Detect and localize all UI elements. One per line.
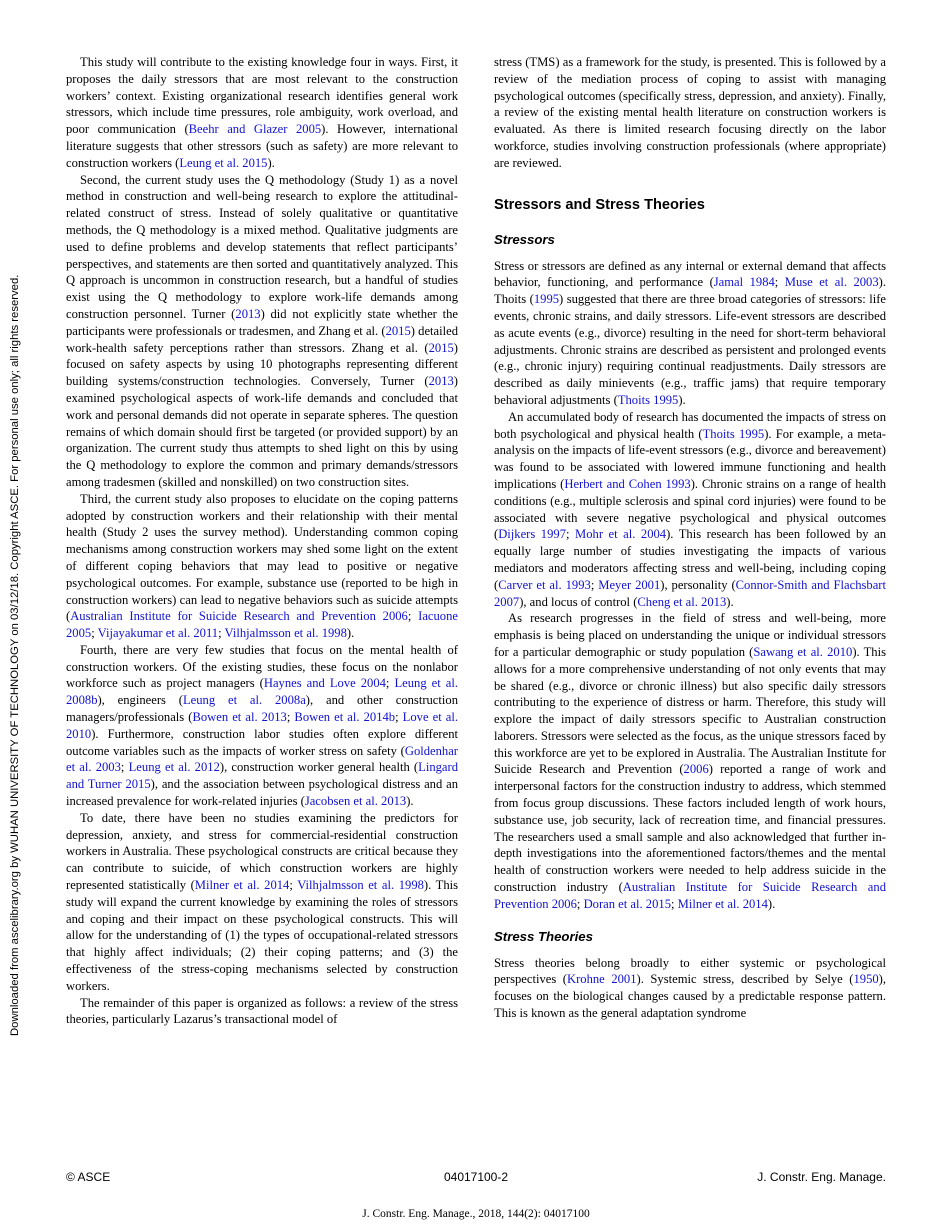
citation-link[interactable]: Leung et al. 2008b bbox=[66, 676, 458, 708]
body-paragraph: To date, there have been no studies examining the predictors for depression, anxiety, and stress for commercial-residential construction workers in Australia. These psychological constructs are critical because they can contribute to suicide, of which construction workers are highly represented statistically (Milner et al. 2014; Vilhjalmsson et al. 1998). This study will expand the current knowledge by examining the roles of stressors and coping and their impact on these psychological constructs. This will allow for the understanding of (1) the types of occupational-related stressors that highly affect individuals; (2) their coping patterns; and (3) the effectiveness of the stress-coping mechanisms selected by construction workers. bbox=[66, 810, 459, 993]
citation-link[interactable]: Leung et al. 2008a bbox=[182, 693, 306, 708]
body-paragraph: The remainder of this paper is organized as follows: a review of the stress theories, particularly Lazarus’s transactional model of bbox=[66, 995, 458, 1027]
citation-link[interactable]: Dijkers 1997 bbox=[498, 527, 566, 542]
citation-link[interactable]: 1950 bbox=[853, 972, 879, 987]
citation-link[interactable]: 2006 bbox=[683, 762, 709, 777]
citation-line: J. Constr. Eng. Manage., 2018, 144(2): 04017100 bbox=[362, 1208, 590, 1220]
body-paragraph: Third, the current study also proposes to elucidate on the coping patterns adopted by construction workers and their relationship with their mental health (Study 2 uses the survey method). Understanding common coping mechanisms among construction workers may shed some light on the extent of different coping behaviors that may lead to positive or negative psychological outcomes. For example, substance use (reported to be high in construction workers) can lead to negative behaviors such as suicide attempts (Australian Institute for Suicide Research and Prevention 2006; Iacuone 2005; Vijayakumar et al. 2011; Vilhjalmsson et al. 1998). bbox=[66, 491, 458, 641]
citation-link[interactable]: Australian Institute for Suicide Research and Prevention 2006 bbox=[494, 880, 886, 911]
body-paragraph: Second, the current study uses the Q methodology (Study 1) as a novel method in construction and well-being research to explore the attitudinal-related construct of stress. Instead of solely qualitative or quantitative methods, the Q methodology is a mixed method. Qualitative judgments are used to define problems and develop statements that reflect participants’ perspectives, and statements are then sorted and quantitatively analyzed. This Q approach is uncommon in construction research, but a handful of studies exist using the Q methodology to explore work-life demands among construction personnel. Turner (2013) did not explicitly state whether the participants were professionals or tradesmen, and Zhang et al. (2015) detailed work-health safety perceptions rather than stressors. Zhang et al. (2015) focused on safety aspects by using 10 photographs representing different building systems/construction technologies. Conversely, Turner (2013) examined psychological aspects of work-life demands and concluded that work and personal demands did not operate in separate spheres. The question remains of which domain should first be targeted (or provided support) by an organization. The current study thus attempts to shed light on this by using the Q methodology to explore the common and primary demands/stressors among tradesmen (skilled and nonskilled) on two construction sites. bbox=[66, 172, 459, 489]
citation-link[interactable]: Muse et al. 2003 bbox=[784, 275, 879, 290]
citation-link[interactable]: Lingard and Turner 2015 bbox=[66, 760, 458, 792]
citation-link[interactable]: Sawang et al. 2010 bbox=[753, 644, 853, 659]
download-watermark: Downloaded from ascelibrary.org by WUHAN UNIVERSITY OF TECHNOLOGY on 03/12/18. Copyright ASCE. For personal use only; all rights reserved. bbox=[9, 274, 21, 1036]
citation-link[interactable]: Love et al. 2010 bbox=[66, 710, 458, 741]
citation-link[interactable]: Connor-Smith and Flachsbart 2007 bbox=[494, 577, 886, 609]
citation-link[interactable]: 2015 bbox=[385, 323, 411, 338]
citation-link[interactable]: Jamal 1984 bbox=[713, 275, 775, 290]
citation-link[interactable]: Iacuone 2005 bbox=[66, 609, 458, 641]
citation-link[interactable]: Meyer 2001 bbox=[598, 577, 661, 592]
citation-link[interactable]: Vilhjalmsson et al. 1998 bbox=[297, 878, 424, 893]
article-body bbox=[66, 54, 886, 1028]
citation-link[interactable]: Milner et al. 2014 bbox=[677, 896, 768, 911]
left-column bbox=[66, 54, 458, 1028]
citation-link[interactable]: Bowen et al. 2014b bbox=[294, 710, 396, 725]
body-paragraph: Fourth, there are very few studies that focus on the mental health of construction workers. Of the existing studies, these focus on the nonlabor workforce such as project managers (Haynes and Love 2004; Leung et al. 2008b), engineers (Leung et al. 2008a), and other construction managers/professionals (Bowen et al. 2013; Bowen et al. 2014b; Love et al. 2010). Furthermore, construction labor studies often explore different outcome variables such as the impacts of worker stress on safety (Goldenhar et al. 2003; Leung et al. 2012), construction worker general health (Lingard and Turner 2015), and the association between psychological distress and an increased prevalence for work-related injuries (Jacobsen et al. 2013). bbox=[66, 642, 458, 809]
body-paragraph: stress (TMS) as a framework for the study, is presented. This is followed by a review of the mediation process of coping to assist with managing psychological outcomes (specifically stress, depression, and anxiety). Finally, a review of the existing mental health literature on construction workers is evaluated. As there is limited research focusing directly on the labor workforce, studies involving construction professionals (where appropriate) are reviewed. bbox=[494, 55, 886, 170]
page-footer bbox=[66, 1170, 886, 1184]
citation-link[interactable]: Beehr and Glazer 2005 bbox=[188, 122, 322, 137]
citation-link[interactable]: Doran et al. 2015 bbox=[583, 896, 671, 911]
citation-link[interactable]: Milner et al. 2014 bbox=[194, 878, 290, 893]
footer-copyright: © ASCE bbox=[66, 1170, 111, 1184]
citation-link[interactable]: Herbert and Cohen 1993 bbox=[564, 476, 691, 491]
citation-link[interactable]: Jacobsen et al. 2013 bbox=[304, 794, 407, 809]
body-paragraph: Stress theories belong broadly to either systemic or psychological perspectives (Krohne 2001). Systemic stress, described by Selye (1950), focuses on the biological changes caused by a predictable response pattern. This is known as the general adaptation syndrome bbox=[494, 955, 887, 1021]
citation-link[interactable]: Vilhjalmsson et al. 1998 bbox=[224, 626, 347, 641]
subsection-heading: Stress Theories bbox=[494, 928, 593, 944]
body-paragraph: This study will contribute to the existing knowledge four in ways. First, it proposes the daily stressors that are most relevant to the construction workers’ context. Existing organizational research identifies general work stressors, which include time pressures, role ambiguity, work overload, and poor communication (Beehr and Glazer 2005). However, international literature suggests that other stressors (such as safety) are more relevant to construction workers (Leung et al. 2015). bbox=[66, 55, 458, 170]
subsection-heading: Stressors bbox=[494, 231, 555, 247]
body-paragraph: Stress or stressors are defined as any internal or external demand that affects behavior, functioning, and performance (Jamal 1984; Muse et al. 2003). Thoits (1995) suggested that there are three broad categories of stressors: life events, chronic strains, and daily stressors. Life-event stressors are described as acute events (e.g., divorce) resulting in the need for short-term behavioral adjustments. Chronic strains are described as persistent and prolonged events (e.g., chronic injury) requiring continual readjustments. Daily stressors are described as daily minievents (e.g., traffic jams) that require temporary behavioral adjustments (Thoits 1995). bbox=[494, 258, 886, 407]
body-paragraph: An accumulated body of research has documented the impacts of stress on both psychological and physical health (Thoits 1995). For example, a meta-analysis on the impacts of life-event stressors (e.g., divorce and bereavement) was found to be associated with lowered immune functioning and health implications (Herbert and Cohen 1993). Chronic strains on a range of health conditions (e.g., multiple sclerosis and spinal cord injuries) were found to be associated with severe negative psychological and physical outcomes (Dijkers 1997; Mohr et al. 2004). This research has been followed by an equally large number of studies investigating the impacts of various mediators and moderators affecting stress and well-being, including coping (Carver et al. 1993; Meyer 2001), personality (Connor-Smith and Flachsbart 2007), and locus of control (Cheng et al. 2013). bbox=[494, 409, 887, 609]
right-column bbox=[494, 54, 886, 1028]
citation-link[interactable]: Bowen et al. 2013 bbox=[192, 710, 287, 725]
citation-link[interactable]: Goldenhar et al. 2003 bbox=[66, 743, 458, 775]
section-heading: Stressors and Stress Theories bbox=[494, 196, 705, 213]
citation-link[interactable]: 2015 bbox=[428, 340, 454, 355]
citation-link[interactable]: Cheng et al. 2013 bbox=[637, 594, 727, 609]
citation-link[interactable]: Leung et al. 2012 bbox=[128, 760, 220, 775]
citation-link[interactable]: Leung et al. 2015 bbox=[179, 155, 268, 170]
citation-link[interactable]: Carver et al. 1993 bbox=[498, 577, 591, 592]
citation-link[interactable]: Australian Institute for Suicide Research and Prevention 2006 bbox=[70, 609, 408, 624]
citation-link[interactable]: 2013 bbox=[428, 374, 454, 389]
footer-page-number: 04017100-2 bbox=[443, 1170, 509, 1184]
footer-journal: J. Constr. Eng. Manage. bbox=[757, 1170, 886, 1184]
citation-link[interactable]: Mohr et al. 2004 bbox=[575, 527, 667, 542]
body-paragraph: As research progresses in the field of stress and well-being, more emphasis is being placed on understanding the unique or individual stressors for a particular demographic or study population (Sawang et al. 2010). This allows for a more comprehensive understanding of not only events that may be shared (e.g., divorce or chronic illness) but also specific daily stressors contributing to the experience of distress or harm. Therefore, this study will explore the impact of daily stressors specific to Australian construction laborers. Stressors were selected as the focus, as the unique stressors faced by this workforce are yet to be explored in Australia. The Australian Institute for Suicide Research and Prevention (2006) reported a range of work and interpersonal factors for the construction industry to address, which stemmed from focus group discussions. These factors included length of work hours, substance use, job security, lack of recreation time, and financial pressures. The researchers used a small sample and also acknowledged that further in-depth investigations into the aforementioned factors/themes and the mental health of construction workers were needed to help address suicide in the construction industry (Australian Institute for Suicide Research and Prevention 2006; Doran et al. 2015; Milner et al. 2014). bbox=[494, 611, 887, 911]
citation-link[interactable]: Haynes and Love 2004 bbox=[263, 676, 386, 691]
citation-link[interactable]: Thoits 1995 bbox=[617, 392, 679, 407]
citation-link[interactable]: 2013 bbox=[235, 306, 261, 321]
citation-link[interactable]: Krohne 2001 bbox=[567, 972, 637, 987]
citation-link[interactable]: Vijayakumar et al. 2011 bbox=[97, 626, 219, 641]
citation-link[interactable]: 1995 bbox=[533, 292, 560, 307]
citation-link[interactable]: Thoits 1995 bbox=[702, 426, 765, 441]
